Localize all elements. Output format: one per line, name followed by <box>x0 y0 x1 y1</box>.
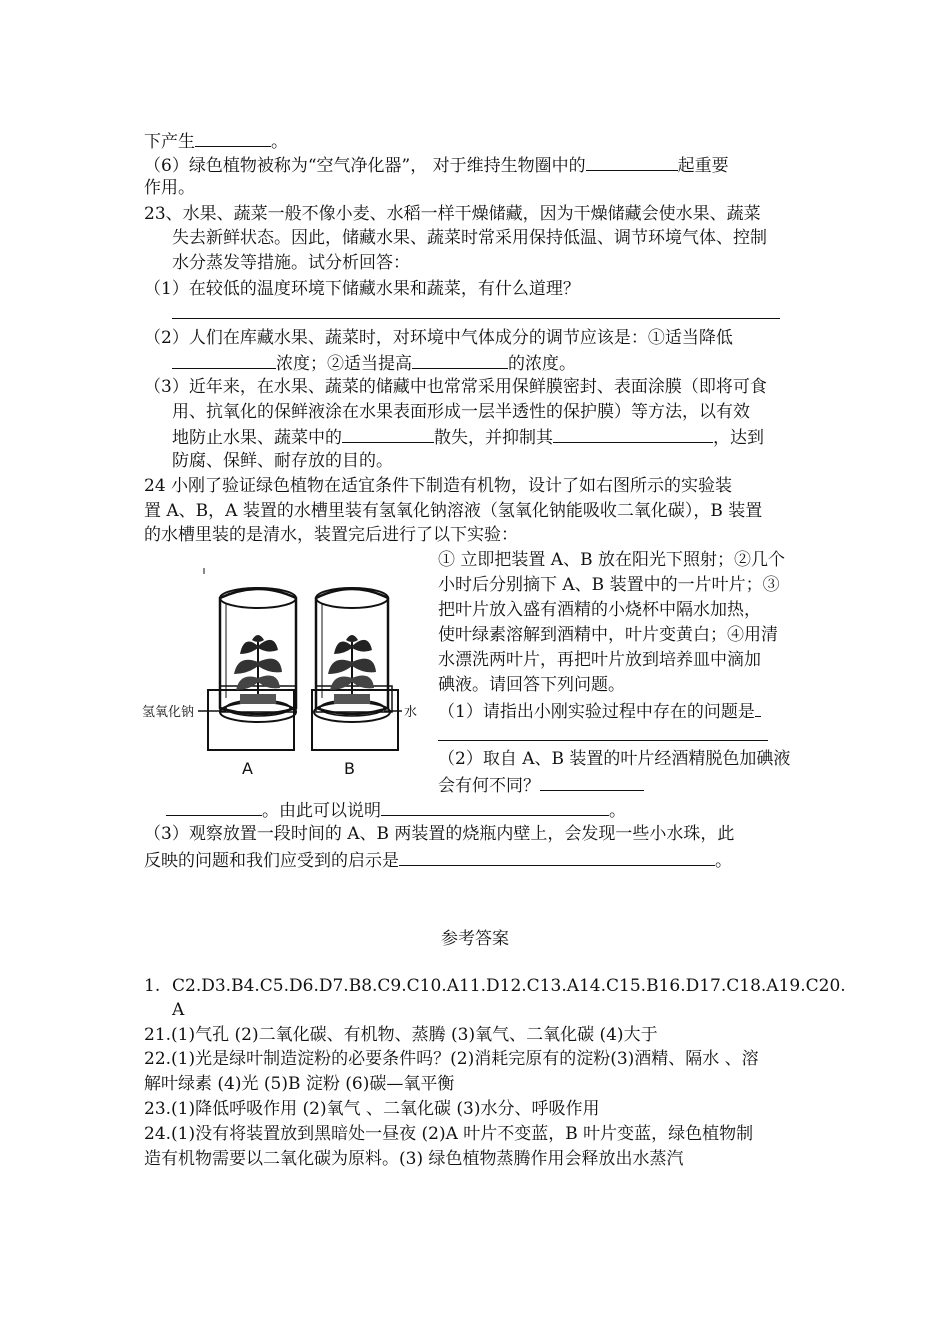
q24-question-1: （1）请指出小刚实验过程中存在的问题是 <box>438 698 761 724</box>
q24-step-5: 水漂洗两叶片，再把叶片放到培养皿中滴加 <box>438 650 761 670</box>
answer-blank[interactable] <box>586 152 678 171</box>
experiment-figure <box>140 568 430 783</box>
answer-1-line-1: C2.D3.B4.C5.D6.D7.B8.C9.C10.A11.D12.C13.A14.C15.B16.D17.C18.A19.C20. <box>172 976 846 996</box>
label-water: 水 <box>404 705 418 720</box>
answer-blank[interactable] <box>438 722 768 741</box>
label-a: A <box>242 759 253 778</box>
answer-blank[interactable] <box>172 300 780 319</box>
q24-intro-3: 的水槽里装的是清水，装置完后进行了以下实验： <box>144 525 518 545</box>
q24-question-3-b: 反映的问题和我们应受到的启示是 。 <box>144 847 732 873</box>
answer-blank[interactable] <box>553 424 713 443</box>
answers-title: 参考答案 <box>441 929 509 949</box>
answer-blank[interactable] <box>166 797 262 816</box>
q24-question-1-answer <box>438 722 768 748</box>
answer-blank[interactable] <box>412 350 508 369</box>
q24-step-1: ① 立即把装置 A、B 放在阳光下照射；②几个 <box>438 550 785 570</box>
q23-part-2-a: （2）人们在库藏水果、蔬菜时，对环境中气体成分的调节应该是：①适当降低 <box>144 328 733 348</box>
answer-blank[interactable] <box>172 350 276 369</box>
q23-part-2-b: 浓度；②适当提高 的浓度。 <box>172 350 576 376</box>
q22-line-1: 下产生 。 <box>144 128 288 154</box>
answer-23: 23.(1)降低呼吸作用 (2)氧气 、二氧化碳 (3)水分、呼吸作用 <box>144 1099 600 1119</box>
q23-intro-1: 23、水果、蔬菜一般不像小麦、水稻一样干燥储藏，因为干燥储藏会使水果、蔬菜 <box>144 204 761 224</box>
q24-step-6: 碘液。请回答下列问题。 <box>438 675 625 695</box>
q24-step-2: 小时后分别摘下 A、B 装置中的一片叶片；③ <box>438 575 780 595</box>
answer-blank[interactable] <box>195 128 271 147</box>
answer-blank[interactable] <box>540 772 644 791</box>
answer-blank[interactable] <box>381 797 609 816</box>
q23-part-3-c: 地防止水果、蔬菜中的 散失，并抑制其 ，达到 <box>172 424 764 450</box>
q23-part-3-b: 用、抗氧化的保鲜液涂在水果表面形成一层半透性的保护膜）等方法，以有效 <box>172 402 750 422</box>
q24-step-3: 把叶片放入盛有酒精的小烧杯中隔水加热， <box>438 600 761 620</box>
apparatus-b <box>312 588 398 750</box>
q24-intro-2: 置 A、B，A 装置的水槽里装有氢氧化钠溶液（氢氧化钠能吸收二氧化碳），B 装置 <box>144 501 763 521</box>
q23-part-1: （1）在较低的温度环境下储藏水果和蔬菜，有什么道理？ <box>144 279 580 299</box>
answer-21: 21.(1)气孔 (2)二氧化碳、有机物、蒸腾 (3)氧气、二氧化碳 (4)大于 <box>144 1025 658 1045</box>
q24-question-3-a: （3）观察放置一段时间的 A、B 两装置的烧瓶内壁上，会发现一些小水珠，此 <box>144 824 735 844</box>
answer-22-line-1: 22.(1)光是绿叶制造淀粉的必要条件吗？(2)消耗完原有的淀粉(3)酒精、隔水 、溶 <box>144 1049 759 1069</box>
q23-intro-2: 失去新鲜状态。因此，储藏水果、蔬菜时常采用保持低温、调节环境气体、控制 <box>172 228 767 248</box>
q24-question-2-a: （2）取自 A、B 装置的叶片经酒精脱色加碘液 <box>438 749 791 769</box>
apparatus-a <box>208 588 296 750</box>
q22-line-6-end: 作用。 <box>144 178 195 198</box>
q23-intro-3: 水分蒸发等措施。试分析回答： <box>172 253 410 273</box>
answer-1-number: 1. <box>144 976 161 996</box>
answer-24-line-1: 24.(1)没有将装置放到黑暗处一昼夜 (2)A 叶片不变蓝，B 叶片变蓝，绿色植物制 <box>144 1124 754 1144</box>
q22-line-6: （6）绿色植物被称为“空气净化器”， 对于维持生物圈中的 起重要 <box>144 152 729 178</box>
q23-part-1-answer <box>172 300 780 326</box>
answer-blank[interactable] <box>755 698 761 717</box>
answer-22-line-2: 解叶绿素 (4)光 (5)B 淀粉 (6)碳—氧平衡 <box>144 1074 455 1094</box>
answer-blank[interactable] <box>399 847 715 866</box>
q24-intro-1: 24 小刚了验证绿色植物在适宜条件下制造有机物，设计了如右图所示的实验装 <box>144 476 733 496</box>
q23-part-3-a: （3）近年来，在水果、蔬菜的储藏中也常常采用保鲜膜密封、表面涂膜（即将可食 <box>144 377 767 397</box>
label-b: B <box>344 759 355 778</box>
answer-1-line-2: A <box>172 1000 185 1020</box>
q24-question-2-b: 会有何不同？ <box>438 772 644 798</box>
answer-24-line-2: 造有机物需要以二氧化碳为原料。(3) 绿色植物蒸腾作用会释放出水蒸汽 <box>144 1149 684 1169</box>
answer-blank[interactable] <box>342 424 434 443</box>
q24-step-4: 使叶绿素溶解到酒精中，叶片变黄白；④用清 <box>438 625 778 645</box>
q23-part-3-d: 防腐、保鲜、耐存放的目的。 <box>172 451 393 471</box>
q24-question-2-c: 。由此可以说明 。 <box>166 797 626 823</box>
label-sodium-hydroxide: 氢氧化钠 <box>142 705 195 720</box>
